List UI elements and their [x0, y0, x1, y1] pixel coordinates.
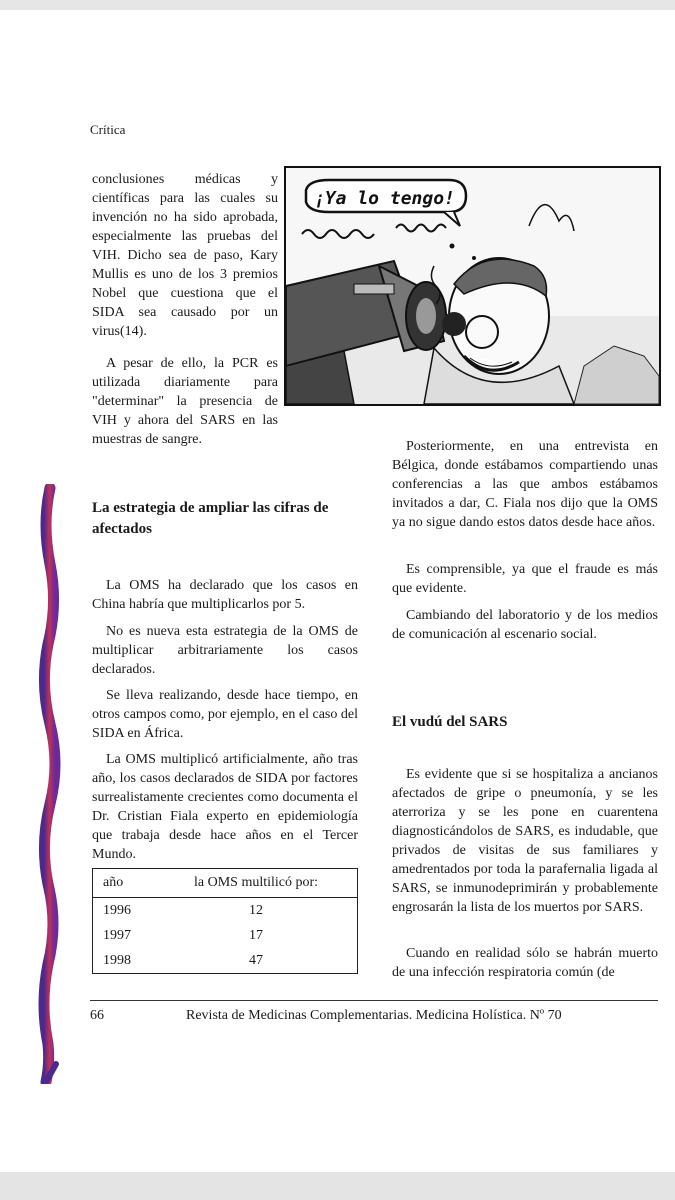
table-header-year: año — [93, 869, 156, 898]
left-paragraph-4: No es nueva esta estrategia de la OMS de multiplicar arbitrariamente los casos declarados. — [92, 624, 358, 677]
marker-annotation — [36, 484, 78, 1084]
right-paragraph-3: Cambiando del laboratorio y de los medios de comunicación al escenario social. — [392, 608, 658, 642]
right-paragraph-1: Posteriormente, en una entrevista en Bélgica, donde estábamos compartiendo unas conferencias a las que ambos estábamos invitados a dar, C. Fiala nos dijo que la OMS ya no sigue dando estos datos desde hace años. — [392, 439, 658, 530]
left-paragraph-5: Se lleva realizando, desde hace tiempo, en otros campos como, por ejemplo, en el caso del SIDA en África. — [92, 688, 358, 741]
table-header-factor: la OMS multilicó por: — [155, 869, 357, 898]
table-cell-factor: 12 — [249, 902, 264, 918]
table-header-row — [93, 869, 358, 898]
table-cell-year: 1996 — [103, 902, 131, 918]
left-paragraph-2: A pesar de ello, la PCR es utilizada diariamente para "determinar" la presencia de VIH y ahora del SARS en las muestras de sangre. — [92, 356, 278, 447]
journal-title: Revista de Medicinas Complementarias. Medicina Holística. Nº 70 — [186, 1008, 562, 1023]
table-row — [93, 898, 358, 924]
section-heading-estrategia: La estrategia de ampliar las cifras de afectados — [92, 500, 329, 537]
table-row — [93, 948, 358, 974]
running-head: Crítica — [90, 122, 126, 137]
oms-multiplier-table — [92, 868, 358, 974]
speech-bubble-text: ¡Ya lo tengo! — [314, 188, 455, 209]
page-number: 66 — [90, 1008, 104, 1023]
left-paragraph-3: La OMS ha declarado que los casos en China habría que multiplicarlos por 5. — [92, 578, 358, 612]
table-cell-factor: 17 — [249, 927, 264, 943]
viewer-top-bar — [0, 0, 675, 10]
section-heading-vudu: El vudú del SARS — [392, 714, 508, 730]
left-paragraph-1: conclusiones médicas y científicas para las cuales su invención no ha sido aprobada, especialmente las pruebas del VIH. Dicho sea de paso, Kary Mullis es uno de los 3 premios Nobel que cuestiona que el SIDA sea causado por un virus(14). — [92, 172, 278, 339]
viewer-bottom-bar — [0, 1172, 675, 1200]
table-row — [93, 923, 358, 948]
right-paragraph-2: Es comprensible, ya que el fraude es más que evidente. — [392, 562, 658, 596]
table-cell-year: 1997 — [103, 927, 131, 943]
right-paragraph-4: Es evidente que si se hospitaliza a ancianos afectados de gripe o pneumonía, y se les aterroriza y se les pone en cuarentena diagnosticándolos de SARS, es indudable, que privados de visitas de sus familiares y amedrentados por toda la parafernalia ligada al SARS, se inmunodeprimirán y probablemente engrosarán la lista de los muertos por SARS. — [392, 767, 658, 915]
left-paragraph-6: La OMS multiplicó artificialmente, año tras año, los casos declarados de SIDA por factores surrealistamente crecientes como documenta el Dr. Cristian Fiala experto en epidemiología que trabaja desde hace años en el Tercer Mundo. — [92, 752, 358, 862]
right-paragraph-5: Cuando en realidad sólo se habrán muerto de una infección respiratoria común (de — [392, 946, 658, 980]
table-cell-year: 1998 — [103, 952, 131, 968]
footer-rule — [90, 1000, 658, 1001]
cartoon-illustration — [284, 166, 661, 406]
table-cell-factor: 47 — [249, 952, 264, 968]
